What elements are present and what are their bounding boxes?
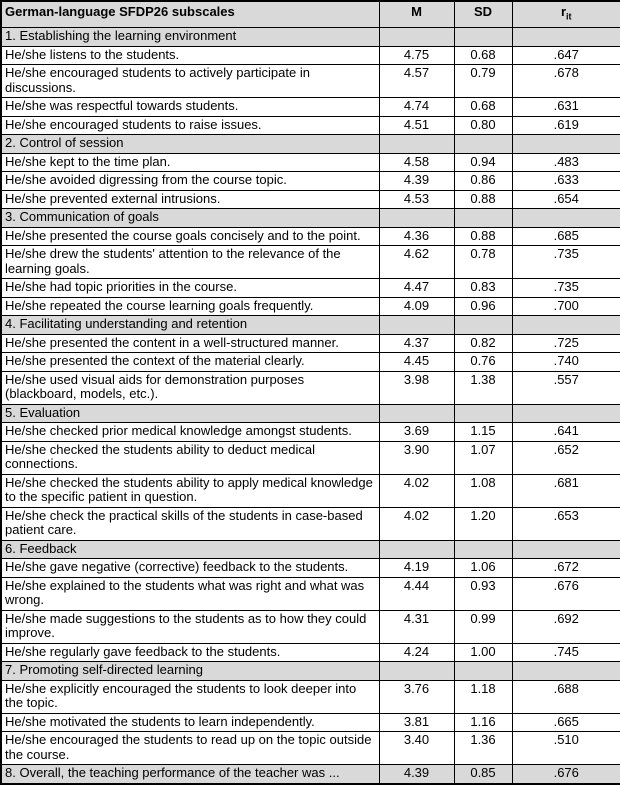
item-label: 4. Facilitating understanding and retention <box>1 316 379 335</box>
rit-value: .641 <box>512 423 620 442</box>
rit-value <box>512 662 620 681</box>
item-label: He/she checked prior medical knowledge amongst students. <box>1 423 379 442</box>
rit-value: .619 <box>512 116 620 135</box>
m-value: 4.75 <box>379 46 454 65</box>
m-value: 3.40 <box>379 732 454 765</box>
sd-value: 1.38 <box>454 371 512 404</box>
sd-value: 0.79 <box>454 65 512 98</box>
sd-value <box>454 135 512 154</box>
section-row <box>1 765 620 784</box>
rit-value: .735 <box>512 279 620 298</box>
m-value: 4.39 <box>379 765 454 784</box>
item-label: He/she presented the content in a well-structured manner. <box>1 334 379 353</box>
sd-value <box>454 540 512 559</box>
m-value: 4.36 <box>379 227 454 246</box>
item-label: 7. Promoting self-directed learning <box>1 662 379 681</box>
section-row <box>1 135 620 154</box>
rit-value <box>512 316 620 335</box>
item-row <box>1 172 620 191</box>
rit-value: .692 <box>512 610 620 643</box>
item-label: He/she checked the students ability to apply medical knowledge to the specific patient in question. <box>1 474 379 507</box>
sd-value: 0.93 <box>454 577 512 610</box>
rit-value: .631 <box>512 98 620 117</box>
rit-base: r <box>560 4 567 19</box>
item-row <box>1 441 620 474</box>
header-row <box>1 1 620 28</box>
m-value: 4.19 <box>379 559 454 578</box>
item-row <box>1 46 620 65</box>
item-label: He/she presented the course goals concisely and to the point. <box>1 227 379 246</box>
sd-value: 0.82 <box>454 334 512 353</box>
rit-value: .678 <box>512 65 620 98</box>
item-row <box>1 732 620 765</box>
item-label: He/she used visual aids for demonstration purposes (blackboard, models, etc.). <box>1 371 379 404</box>
table-title: German-language SFDP26 subscales <box>1 1 379 28</box>
item-label: He/she drew the students' attention to the relevance of the learning goals. <box>1 246 379 279</box>
item-label: He/she had topic priorities in the course. <box>1 279 379 298</box>
rit-value <box>512 135 620 154</box>
rit-value: .557 <box>512 371 620 404</box>
item-row <box>1 371 620 404</box>
m-value: 4.45 <box>379 353 454 372</box>
sd-value <box>454 404 512 423</box>
sd-value: 0.83 <box>454 279 512 298</box>
item-row <box>1 507 620 540</box>
item-label: He/she encouraged students to actively participate in discussions. <box>1 65 379 98</box>
sd-value: 0.85 <box>454 765 512 784</box>
item-label: 6. Feedback <box>1 540 379 559</box>
item-label: He/she repeated the course learning goals frequently. <box>1 297 379 316</box>
sd-value <box>454 662 512 681</box>
item-row <box>1 559 620 578</box>
m-value: 4.62 <box>379 246 454 279</box>
item-label: 5. Evaluation <box>1 404 379 423</box>
sd-value: 0.96 <box>454 297 512 316</box>
rit-value: .740 <box>512 353 620 372</box>
sd-value: 1.36 <box>454 732 512 765</box>
table-body <box>1 28 620 784</box>
rit-value: .700 <box>512 297 620 316</box>
sd-value: 1.06 <box>454 559 512 578</box>
m-value <box>379 404 454 423</box>
item-label: He/she motivated the students to learn independently. <box>1 713 379 732</box>
rit-value: .653 <box>512 507 620 540</box>
rit-value: .483 <box>512 153 620 172</box>
sd-value: 0.80 <box>454 116 512 135</box>
section-row <box>1 28 620 47</box>
m-value: 4.57 <box>379 65 454 98</box>
item-label: 8. Overall, the teaching performance of the teacher was ... <box>1 765 379 784</box>
item-row <box>1 153 620 172</box>
item-label: He/she presented the context of the material clearly. <box>1 353 379 372</box>
rit-value: .633 <box>512 172 620 191</box>
item-label: He/she gave negative (corrective) feedback to the students. <box>1 559 379 578</box>
item-label: He/she explained to the students what was right and what was wrong. <box>1 577 379 610</box>
m-value: 4.37 <box>379 334 454 353</box>
item-label: He/she regularly gave feedback to the students. <box>1 643 379 662</box>
item-label: He/she prevented external intrusions. <box>1 190 379 209</box>
item-label: He/she check the practical skills of the students in case-based patient care. <box>1 507 379 540</box>
m-value <box>379 316 454 335</box>
item-row <box>1 334 620 353</box>
sd-value: 1.15 <box>454 423 512 442</box>
sd-value: 0.78 <box>454 246 512 279</box>
item-row <box>1 65 620 98</box>
m-value: 4.02 <box>379 507 454 540</box>
rit-value: .725 <box>512 334 620 353</box>
rit-value: .652 <box>512 441 620 474</box>
m-value: 4.53 <box>379 190 454 209</box>
m-value: 3.98 <box>379 371 454 404</box>
sd-value: 1.20 <box>454 507 512 540</box>
item-label: He/she encouraged students to raise issues. <box>1 116 379 135</box>
m-value: 3.76 <box>379 680 454 713</box>
item-row <box>1 190 620 209</box>
item-row <box>1 116 620 135</box>
item-row <box>1 353 620 372</box>
item-row <box>1 98 620 117</box>
sd-value: 0.88 <box>454 190 512 209</box>
rit-value <box>512 209 620 228</box>
rit-value: .676 <box>512 765 620 784</box>
item-label: 1. Establishing the learning environment <box>1 28 379 47</box>
item-row <box>1 279 620 298</box>
sd-value: 0.94 <box>454 153 512 172</box>
sd-value: 1.16 <box>454 713 512 732</box>
item-label: He/she avoided digressing from the course topic. <box>1 172 379 191</box>
item-label: He/she kept to the time plan. <box>1 153 379 172</box>
item-row <box>1 297 620 316</box>
item-row <box>1 577 620 610</box>
col-header-rit <box>512 1 620 28</box>
sd-value: 0.88 <box>454 227 512 246</box>
col-header-m: M <box>379 1 454 28</box>
m-value: 4.24 <box>379 643 454 662</box>
rit-value: .685 <box>512 227 620 246</box>
item-row <box>1 680 620 713</box>
section-row <box>1 662 620 681</box>
item-row <box>1 474 620 507</box>
m-value <box>379 28 454 47</box>
m-value: 4.51 <box>379 116 454 135</box>
m-value: 4.47 <box>379 279 454 298</box>
item-label: 2. Control of session <box>1 135 379 154</box>
sd-value: 0.99 <box>454 610 512 643</box>
m-value: 4.09 <box>379 297 454 316</box>
section-row <box>1 316 620 335</box>
rit-value: .676 <box>512 577 620 610</box>
rit-value: .688 <box>512 680 620 713</box>
m-value: 4.31 <box>379 610 454 643</box>
m-value: 4.02 <box>379 474 454 507</box>
section-row <box>1 404 620 423</box>
sd-value: 0.76 <box>454 353 512 372</box>
item-row <box>1 227 620 246</box>
section-row <box>1 540 620 559</box>
m-value: 3.69 <box>379 423 454 442</box>
sd-value: 0.68 <box>454 98 512 117</box>
sd-value: 0.86 <box>454 172 512 191</box>
section-row <box>1 209 620 228</box>
item-label: He/she checked the students ability to deduct medical connections. <box>1 441 379 474</box>
rit-value: .665 <box>512 713 620 732</box>
item-row <box>1 643 620 662</box>
rit-value: .510 <box>512 732 620 765</box>
sd-value: 1.08 <box>454 474 512 507</box>
item-label: 3. Communication of goals <box>1 209 379 228</box>
item-label: He/she made suggestions to the students as to how they could improve. <box>1 610 379 643</box>
m-value <box>379 209 454 228</box>
sd-value: 1.07 <box>454 441 512 474</box>
item-label: He/she was respectful towards students. <box>1 98 379 117</box>
m-value: 4.44 <box>379 577 454 610</box>
rit-value: .735 <box>512 246 620 279</box>
sd-value <box>454 28 512 47</box>
sd-value: 1.18 <box>454 680 512 713</box>
m-value <box>379 540 454 559</box>
item-row <box>1 423 620 442</box>
rit-value: .745 <box>512 643 620 662</box>
m-value: 3.81 <box>379 713 454 732</box>
m-value: 3.90 <box>379 441 454 474</box>
rit-value: .681 <box>512 474 620 507</box>
rit-value: .647 <box>512 46 620 65</box>
m-value <box>379 662 454 681</box>
m-value: 4.74 <box>379 98 454 117</box>
item-row <box>1 246 620 279</box>
sd-value <box>454 316 512 335</box>
sd-value: 1.00 <box>454 643 512 662</box>
col-header-sd: SD <box>454 1 512 28</box>
item-row <box>1 610 620 643</box>
item-row <box>1 713 620 732</box>
m-value: 4.39 <box>379 172 454 191</box>
sd-value: 0.68 <box>454 46 512 65</box>
item-label: He/she explicitly encouraged the students to look deeper into the topic. <box>1 680 379 713</box>
rit-value: .654 <box>512 190 620 209</box>
rit-subscript: it <box>566 11 572 22</box>
item-label: He/she listens to the students. <box>1 46 379 65</box>
rit-value <box>512 404 620 423</box>
m-value <box>379 135 454 154</box>
rit-value <box>512 540 620 559</box>
rit-value <box>512 28 620 47</box>
rit-value: .672 <box>512 559 620 578</box>
sd-value <box>454 209 512 228</box>
item-label: He/she encouraged the students to read up on the topic outside the course. <box>1 732 379 765</box>
m-value: 4.58 <box>379 153 454 172</box>
